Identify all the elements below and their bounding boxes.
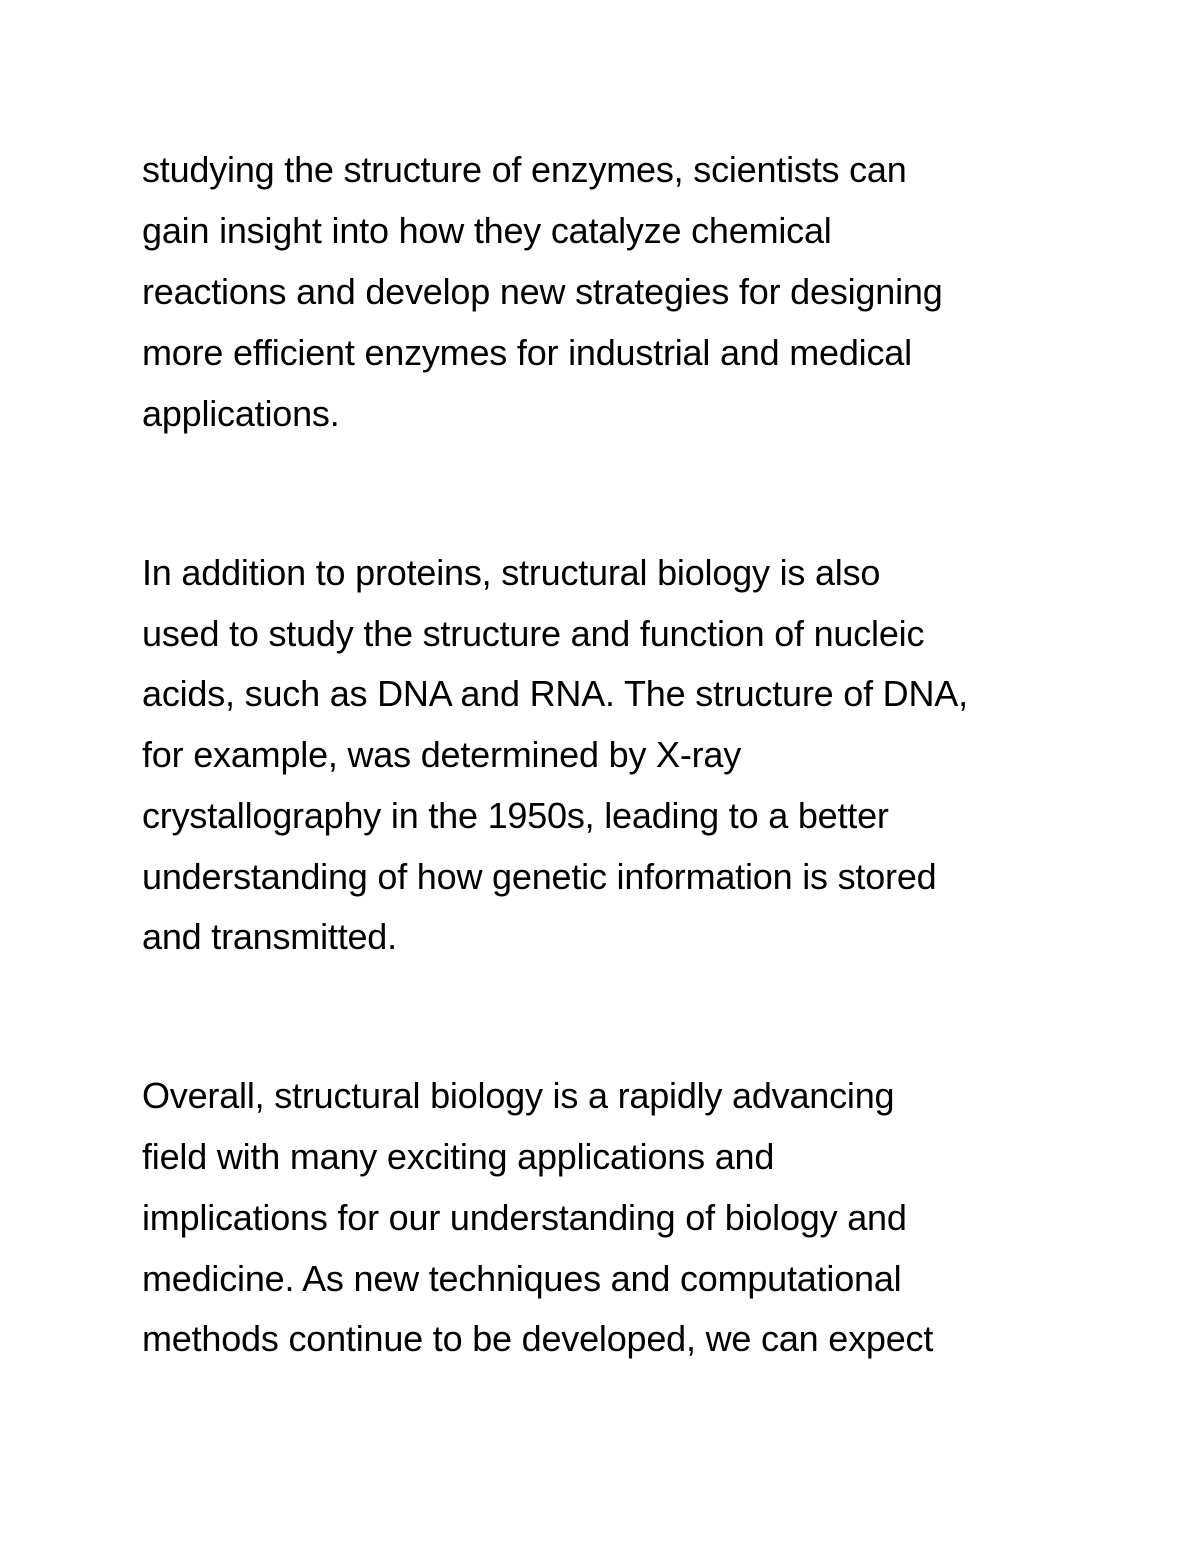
text-line: for example, was determined by X-ray	[142, 734, 742, 775]
text-line: implications for our understanding of biology and	[142, 1197, 907, 1238]
text-line: applications.	[142, 393, 340, 434]
text-line: more efficient enzymes for industrial and medical	[142, 332, 912, 373]
text-line: In addition to proteins, structural biology is also	[142, 552, 881, 593]
text-line: methods continue to be developed, we can expect	[142, 1318, 934, 1359]
text-line: gain insight into how they catalyze chemical	[142, 210, 832, 251]
text-line: and transmitted.	[142, 916, 397, 957]
text-line: crystallography in the 1950s, leading to a better	[142, 795, 889, 836]
text-line: reactions and develop new strategies for designing	[142, 271, 943, 312]
text-line: field with many exciting applications and	[142, 1136, 775, 1177]
text-line: Overall, structural biology is a rapidly advancing	[142, 1075, 895, 1116]
text-line: acids, such as DNA and RNA. The structure of DNA,	[142, 673, 968, 714]
text-line: medicine. As new techniques and computational	[142, 1258, 902, 1299]
text-line: used to study the structure and function of nucleic	[142, 613, 925, 654]
text-line: studying the structure of enzymes, scientists can	[142, 149, 907, 190]
text-line: understanding of how genetic information is stored	[142, 856, 937, 897]
